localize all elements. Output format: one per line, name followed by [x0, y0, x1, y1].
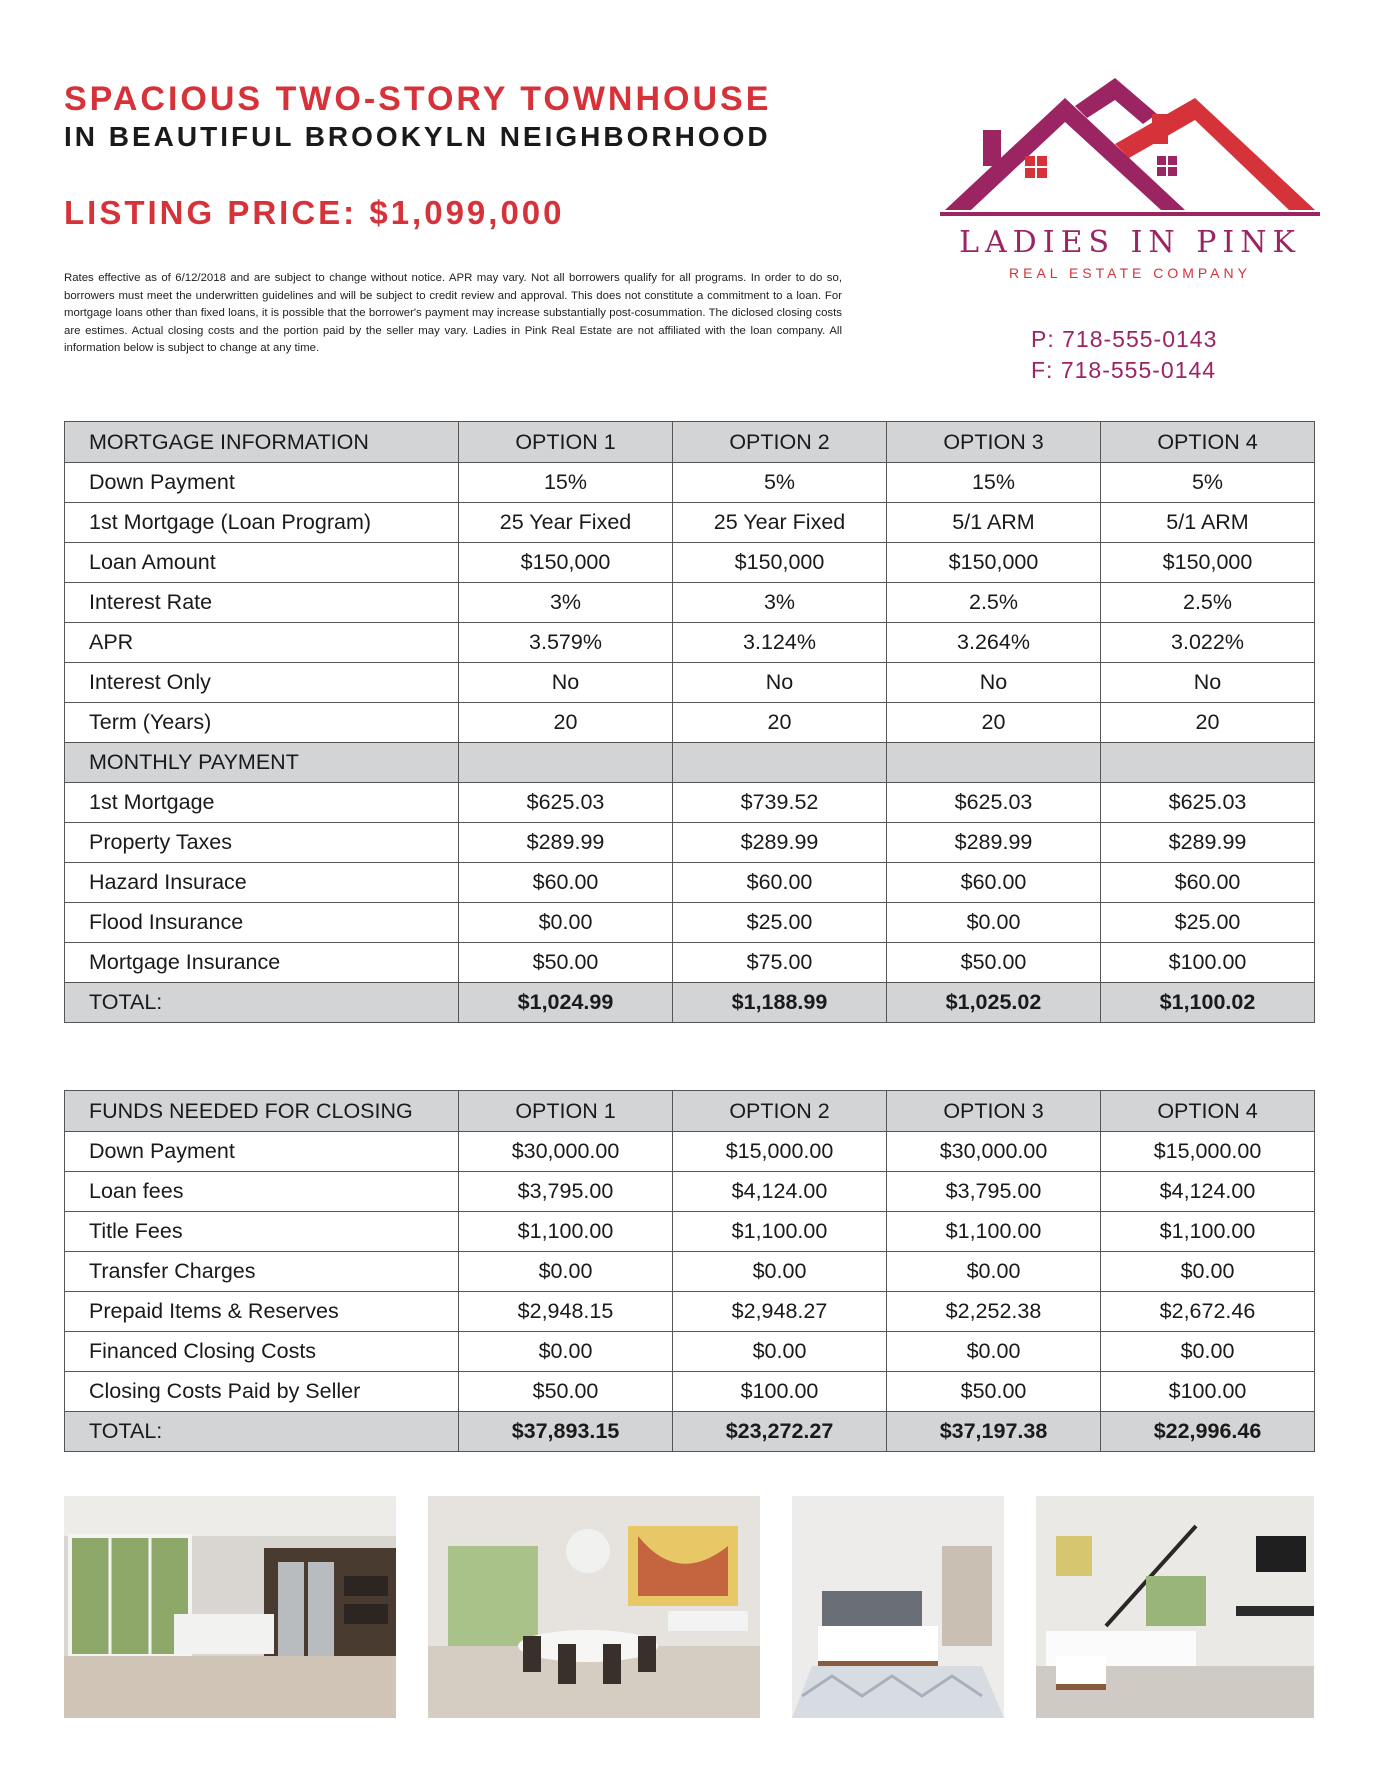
option-header: OPTION 3	[887, 422, 1101, 463]
table-cell: $25.00	[1101, 903, 1315, 943]
table-cell: $1,100.00	[887, 1212, 1101, 1252]
table-cell: 20	[1101, 703, 1315, 743]
table-cell: No	[1101, 663, 1315, 703]
table-cell: 2.5%	[887, 583, 1101, 623]
table-cell: 3.579%	[459, 623, 673, 663]
table-row	[65, 1292, 1315, 1332]
table-cell: $0.00	[673, 1252, 887, 1292]
monthly-payment-heading: MONTHLY PAYMENT	[65, 743, 459, 783]
table-cell: $15,000.00	[1101, 1132, 1315, 1172]
table-row	[65, 1332, 1315, 1372]
table-cell: 15%	[887, 463, 1101, 503]
table-cell: $2,948.27	[673, 1292, 887, 1332]
option-header: OPTION 2	[673, 422, 887, 463]
table-cell: $289.99	[459, 823, 673, 863]
table-cell: $1,100.00	[459, 1212, 673, 1252]
disclaimer-text: Rates effective as of 6/12/2018 and are subject to change without notice. APR may vary. Not all borrowers qualify for all programs. In order to do so, borrowers must meet the underwritten guidelines and will be subject to credit review and approval. This does not constitute a commitment to a loan. For mortgage loans other than fixed loans, it is possible that the borrower's payment may increase substantially post-cosummation. The diclosed closing costs are estimes. Actual closing costs and the portion paid by the seller may vary. Ladies in Pink Real Estate are not affiliated with the loan company. All information below is subject to change at any time.	[64, 272, 842, 355]
table-cell: 5%	[673, 463, 887, 503]
table-cell: $60.00	[887, 863, 1101, 903]
closing-funds-table	[64, 1090, 1315, 1452]
row-label: Closing Costs Paid by Seller	[65, 1372, 459, 1412]
table-row	[65, 543, 1315, 583]
table-cell: 20	[459, 703, 673, 743]
table-cell: $2,672.46	[1101, 1292, 1315, 1332]
table-header-row	[65, 1091, 1315, 1132]
row-label: Loan fees	[65, 1172, 459, 1212]
option-header: OPTION 4	[1101, 1091, 1315, 1132]
total-value: $1,024.99	[459, 983, 673, 1023]
headline-subtitle: IN BEAUTIFUL BROOKYLN NEIGHBORHOOD	[64, 121, 771, 152]
table-cell: $0.00	[1101, 1252, 1315, 1292]
headline-title: SPACIOUS TWO-STORY TOWNHOUSE	[64, 80, 772, 118]
section-header: FUNDS NEEDED FOR CLOSING	[65, 1091, 459, 1132]
total-value: $37,893.15	[459, 1412, 673, 1452]
table-row	[65, 903, 1315, 943]
table-row	[65, 623, 1315, 663]
table-cell: $1,100.00	[1101, 1212, 1315, 1252]
row-label: Loan Amount	[65, 543, 459, 583]
table-row	[65, 503, 1315, 543]
table-cell: No	[459, 663, 673, 703]
table-cell: $0.00	[887, 1332, 1101, 1372]
company-name: LADIES IN PINK	[959, 225, 1301, 260]
row-label: Interest Rate	[65, 583, 459, 623]
table-row	[65, 943, 1315, 983]
row-label: 1st Mortgage	[65, 783, 459, 823]
table-cell: $2,252.38	[887, 1292, 1101, 1332]
table-header-row	[65, 422, 1315, 463]
table-cell: 5%	[1101, 463, 1315, 503]
empty-cell	[887, 743, 1101, 783]
table-row	[65, 823, 1315, 863]
table-cell: $289.99	[1101, 823, 1315, 863]
table-cell: 3.022%	[1101, 623, 1315, 663]
row-label: Term (Years)	[65, 703, 459, 743]
row-label: Mortgage Insurance	[65, 943, 459, 983]
table-cell: $100.00	[1101, 943, 1315, 983]
fax-number: F: 718-555-0144	[1031, 357, 1217, 383]
phone-number: P: 718-555-0143	[1031, 326, 1218, 352]
table-cell: $0.00	[1101, 1332, 1315, 1372]
row-label: Interest Only	[65, 663, 459, 703]
total-value: $1,025.02	[887, 983, 1101, 1023]
table-cell: $0.00	[673, 1332, 887, 1372]
table-cell: No	[887, 663, 1101, 703]
row-label: 1st Mortgage (Loan Program)	[65, 503, 459, 543]
empty-cell	[673, 743, 887, 783]
table-cell: $25.00	[673, 903, 887, 943]
table-cell: 3.124%	[673, 623, 887, 663]
total-value: $23,272.27	[673, 1412, 887, 1452]
mortgage-info-table	[64, 421, 1315, 1023]
table-cell: $15,000.00	[673, 1132, 887, 1172]
row-label: Hazard Insurace	[65, 863, 459, 903]
table-cell: $0.00	[887, 903, 1101, 943]
total-row	[65, 983, 1315, 1023]
empty-cell	[1101, 743, 1315, 783]
table-row	[65, 1132, 1315, 1172]
table-row	[65, 1212, 1315, 1252]
total-value: $1,188.99	[673, 983, 887, 1023]
table-cell: 5/1 ARM	[1101, 503, 1315, 543]
bedroom-photo	[792, 1496, 1004, 1718]
total-label: TOTAL:	[65, 983, 459, 1023]
option-header: OPTION 1	[459, 422, 673, 463]
table-cell: $150,000	[887, 543, 1101, 583]
row-label: APR	[65, 623, 459, 663]
table-cell: $50.00	[459, 943, 673, 983]
kitchen-photo	[64, 1496, 396, 1718]
table-row	[65, 583, 1315, 623]
table-cell: $50.00	[887, 1372, 1101, 1412]
row-label: Transfer Charges	[65, 1252, 459, 1292]
row-label: Financed Closing Costs	[65, 1332, 459, 1372]
option-header: OPTION 4	[1101, 422, 1315, 463]
company-logo	[935, 78, 1335, 223]
table-cell: $60.00	[1101, 863, 1315, 903]
living-room-photo	[1036, 1496, 1314, 1718]
total-row	[65, 1412, 1315, 1452]
row-label: Down Payment	[65, 463, 459, 503]
table-cell: $30,000.00	[459, 1132, 673, 1172]
table-cell: $0.00	[459, 1332, 673, 1372]
table-cell: $100.00	[673, 1372, 887, 1412]
table-row	[65, 703, 1315, 743]
row-label: Property Taxes	[65, 823, 459, 863]
table-cell: 15%	[459, 463, 673, 503]
table-cell: $625.03	[459, 783, 673, 823]
table-cell: $100.00	[1101, 1372, 1315, 1412]
company-subtitle: REAL ESTATE COMPANY	[1009, 265, 1251, 281]
table-cell: $0.00	[459, 903, 673, 943]
table-cell: $0.00	[887, 1252, 1101, 1292]
table-cell: $4,124.00	[673, 1172, 887, 1212]
option-header: OPTION 3	[887, 1091, 1101, 1132]
section-header: MORTGAGE INFORMATION	[65, 422, 459, 463]
table-cell: $150,000	[459, 543, 673, 583]
table-cell: $625.03	[887, 783, 1101, 823]
table-row	[65, 863, 1315, 903]
table-row	[65, 663, 1315, 703]
total-value: $37,197.38	[887, 1412, 1101, 1452]
table-cell: $30,000.00	[887, 1132, 1101, 1172]
table-row	[65, 783, 1315, 823]
monthly-payment-section-row	[65, 743, 1315, 783]
table-cell: 20	[887, 703, 1101, 743]
row-label: Down Payment	[65, 1132, 459, 1172]
table-cell: $50.00	[459, 1372, 673, 1412]
table-cell: 3.264%	[887, 623, 1101, 663]
table-cell: $739.52	[673, 783, 887, 823]
row-label: Title Fees	[65, 1212, 459, 1252]
table-cell: 3%	[459, 583, 673, 623]
table-cell: $2,948.15	[459, 1292, 673, 1332]
table-row	[65, 1372, 1315, 1412]
total-value: $22,996.46	[1101, 1412, 1315, 1452]
listing-price: LISTING PRICE: $1,099,000	[64, 194, 565, 231]
option-header: OPTION 2	[673, 1091, 887, 1132]
total-label: TOTAL:	[65, 1412, 459, 1452]
table-cell: $289.99	[673, 823, 887, 863]
table-cell: $60.00	[673, 863, 887, 903]
table-cell: No	[673, 663, 887, 703]
table-cell: 5/1 ARM	[887, 503, 1101, 543]
empty-cell	[459, 743, 673, 783]
table-cell: 3%	[673, 583, 887, 623]
table-cell: $3,795.00	[459, 1172, 673, 1212]
table-cell: $150,000	[1101, 543, 1315, 583]
table-cell: $625.03	[1101, 783, 1315, 823]
row-label: Prepaid Items & Reserves	[65, 1292, 459, 1332]
row-label: Flood Insurance	[65, 903, 459, 943]
table-row	[65, 1172, 1315, 1212]
table-row	[65, 463, 1315, 503]
total-value: $1,100.02	[1101, 983, 1315, 1023]
table-cell: $289.99	[887, 823, 1101, 863]
table-cell: $75.00	[673, 943, 887, 983]
table-row	[65, 1252, 1315, 1292]
table-cell: 25 Year Fixed	[673, 503, 887, 543]
table-cell: $4,124.00	[1101, 1172, 1315, 1212]
table-cell: $0.00	[459, 1252, 673, 1292]
table-cell: 2.5%	[1101, 583, 1315, 623]
table-cell: $1,100.00	[673, 1212, 887, 1252]
table-cell: 20	[673, 703, 887, 743]
table-cell: $60.00	[459, 863, 673, 903]
dining-room-photo	[428, 1496, 760, 1718]
option-header: OPTION 1	[459, 1091, 673, 1132]
table-cell: $150,000	[673, 543, 887, 583]
table-cell: $3,795.00	[887, 1172, 1101, 1212]
table-cell: 25 Year Fixed	[459, 503, 673, 543]
table-cell: $50.00	[887, 943, 1101, 983]
